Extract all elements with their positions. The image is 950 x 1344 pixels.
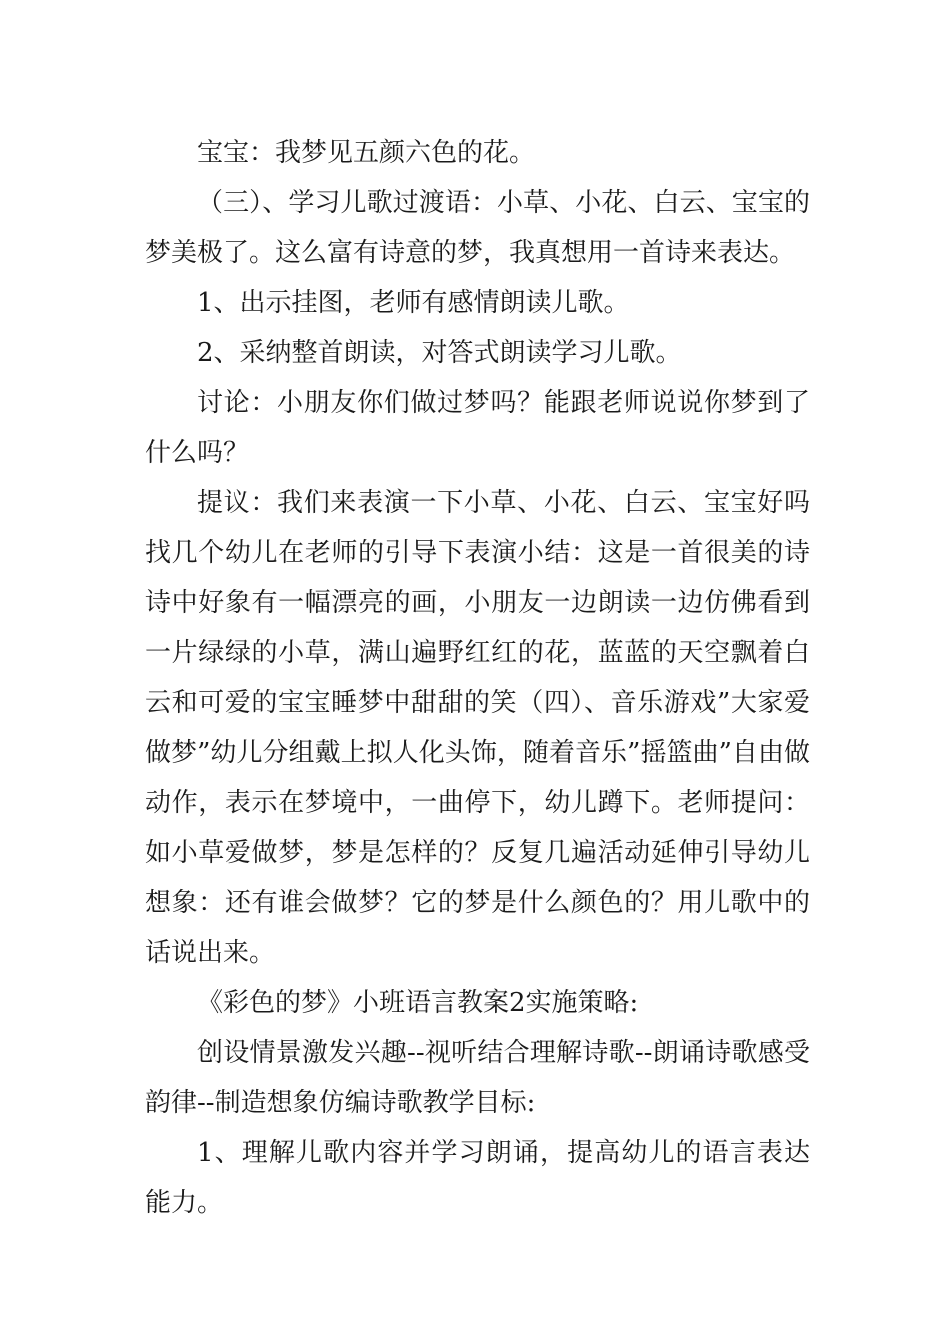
paragraph-goal-one: 1、理解儿歌内容并学习朗诵，提高幼儿的语言表达能力。 [145,1138,810,1218]
paragraph-step-one: 1、出示挂图，老师有感情朗读儿歌。 [197,288,630,318]
paragraph-lesson-two-strategy: 《彩色的梦》小班语言教案2实施策略: [197,988,639,1018]
paragraph-suggestion: 提议：我们来表演一下小草、小花、白云、宝宝好吗找几个幼儿在老师的引导下表演小结：这是一首很美的诗诗中好象有一幅漂亮的画，小朋友一边朗读一边仿佛看到一片绿绿的小草，满山遍野红红的花，蓝蓝的天空飘着白云和可爱的宝宝睡梦中甜甜的笑（四）、音乐游戏”大家爱做梦”幼儿分组戴上拟人化头饰，随着音乐”摇篮曲”自由做动作，表示在梦境中，一曲停下，幼儿蹲下。老师提问：如小草爱做梦，梦是怎样的？反复几遍活动延伸引导幼儿想象：还有谁会做梦？它的梦是什么颜色的？用儿歌中的话说出来。 [145,488,810,968]
document-body [145,128,810,1228]
paragraph-dream-colorful-flowers: 宝宝：我梦见五颜六色的花。 [197,138,536,168]
paragraph-step-two: 2、采纳整首朗读，对答式朗读学习儿歌。 [197,338,682,368]
paragraph-discussion: 讨论：小朋友你们做过梦吗？能跟老师说说你梦到了什么吗？ [145,388,810,468]
paragraph-section-three-intro: （三）、学习儿歌过渡语：小草、小花、白云、宝宝的梦美极了。这么富有诗意的梦，我真想用一首诗来表达。 [145,188,810,268]
paragraph-strategy-steps: 创设情景激发兴趣--视听结合理解诗歌--朗诵诗歌感受韵律--制造想象仿编诗歌教学目标: [145,1038,810,1118]
